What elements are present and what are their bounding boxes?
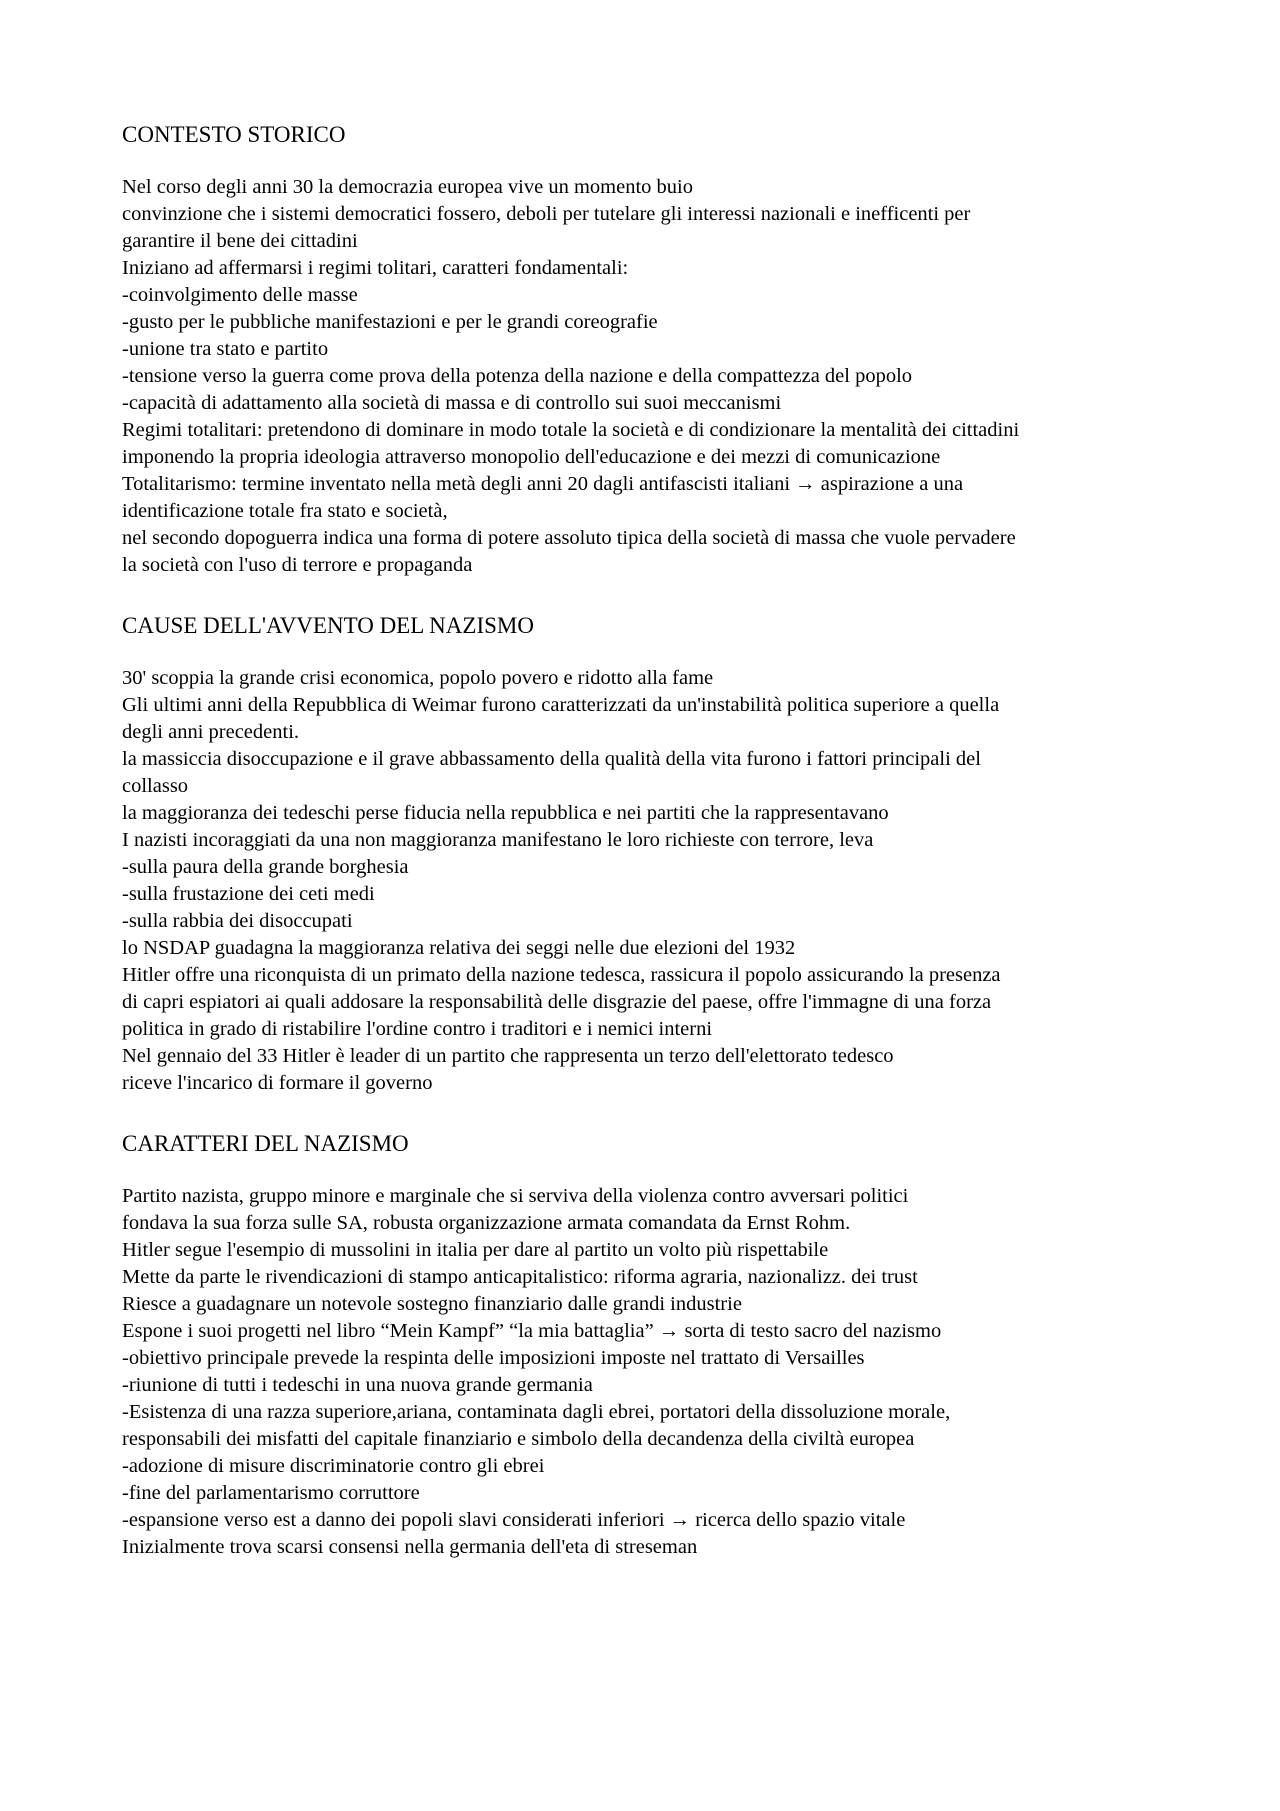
- text-line: garantire il bene dei cittadini: [122, 230, 358, 252]
- text-line: Mette da parte le rivendicazioni di stampo anticapitalistico: riforma agraria, nazionalizz. dei trust: [122, 1266, 918, 1288]
- text-line: Hitler offre una riconquista di un primato della nazione tedesca, rassicura il popolo assicurando la presenza: [122, 964, 1001, 986]
- text-line: la maggioranza dei tedeschi perse fiducia nella repubblica e nei partiti che la rappresentavano: [122, 802, 889, 824]
- text-line: Riesce a guadagnare un notevole sostegno finanziario dalle grandi industrie: [122, 1293, 742, 1315]
- text-line: lo NSDAP guadagna la maggioranza relativa dei seggi nelle due elezioni del 1932: [122, 937, 796, 959]
- text-line: I nazisti incoraggiati da una non maggioranza manifestano le loro richieste con terrore, leva: [122, 829, 874, 851]
- text-line: Totalitarismo: termine inventato nella metà degli anni 20 dagli antifascisti italiani → aspirazione a una: [122, 473, 964, 495]
- text-line: -coinvolgimento delle masse: [122, 284, 358, 306]
- text-line: 30' scoppia la grande crisi economica, popolo povero e ridotto alla fame: [122, 667, 714, 689]
- section-cause-avvento-nazismo: [122, 611, 1202, 1097]
- text-line: -espansione verso est a danno dei popoli slavi considerati inferiori → ricerca dello spazio vitale: [122, 1509, 906, 1531]
- section-body: [122, 174, 1202, 579]
- text-line: imponendo la propria ideologia attraverso monopolio dell'educazione e dei mezzi di comunicazione: [122, 446, 941, 468]
- text-line: -tensione verso la guerra come prova della potenza della nazione e della compattezza del popolo: [122, 365, 913, 387]
- document-page: [122, 120, 1202, 1593]
- text-line: convinzione che i sistemi democratici fossero, deboli per tutelare gli interessi nazionali e inefficenti per: [122, 203, 971, 225]
- text-line: degli anni precedenti.: [122, 721, 300, 743]
- text-line: Nel corso degli anni 30 la democrazia europea vive un momento buio: [122, 176, 693, 198]
- text-line: -capacità di adattamento alla società di massa e di controllo sui suoi meccanismi: [122, 392, 782, 414]
- text-line: collasso: [122, 775, 189, 797]
- text-line: Hitler segue l'esempio di mussolini in italia per dare al partito un volto più rispettabile: [122, 1239, 829, 1261]
- text-line: -adozione di misure discriminatorie contro gli ebrei: [122, 1455, 545, 1477]
- text-line: Regimi totalitari: pretendono di dominare in modo totale la società e di condizionare la mentalità dei cittadini: [122, 419, 1020, 441]
- text-line: la massiccia disoccupazione e il grave abbassamento della qualità della vita furono i fattori principali del: [122, 748, 981, 770]
- text-line: -gusto per le pubbliche manifestazioni e per le grandi coreografie: [122, 311, 658, 333]
- text-line: -sulla rabbia dei disoccupati: [122, 910, 353, 932]
- text-line: -unione tra stato e partito: [122, 338, 329, 360]
- text-line: responsabili dei misfatti del capitale finanziario e simbolo della decandenza della civiltà europea: [122, 1428, 915, 1450]
- text-line: di capri espiatori ai quali addosare la responsabilità delle disgrazie del paese, offre l'immagne di una forza: [122, 991, 992, 1013]
- text-line: -Esistenza di una razza superiore,ariana, contaminata dagli ebrei, portatori della dissoluzione morale,: [122, 1401, 951, 1423]
- text-line: Nel gennaio del 33 Hitler è leader di un partito che rappresenta un terzo dell'elettorato tedesco: [122, 1045, 894, 1067]
- section-title: CARATTERI DEL NAZISMO: [122, 1131, 409, 1156]
- section-body: [122, 1183, 1202, 1561]
- text-line: -sulla frustazione dei ceti medi: [122, 883, 375, 905]
- text-line: -fine del parlamentarismo corruttore: [122, 1482, 420, 1504]
- text-line: la società con l'uso di terrore e propaganda: [122, 554, 473, 576]
- text-line: Espone i suoi progetti nel libro “Mein Kampf” “la mia battaglia” → sorta di testo sacro del nazismo: [122, 1320, 942, 1342]
- text-line: fondava la sua forza sulle SA, robusta organizzazione armata comandata da Ernst Rohm.: [122, 1212, 851, 1234]
- text-line: Gli ultimi anni della Repubblica di Weimar furono caratterizzati da un'instabilità politica superiore a quella: [122, 694, 1000, 716]
- text-line: Inizialmente trova scarsi consensi nella germania dell'eta di streseman: [122, 1536, 698, 1558]
- text-line: -sulla paura della grande borghesia: [122, 856, 409, 878]
- text-line: -riunione di tutti i tedeschi in una nuova grande germania: [122, 1374, 593, 1396]
- text-line: nel secondo dopoguerra indica una forma di potere assoluto tipica della società di massa che vuole pervadere: [122, 527, 1016, 549]
- text-line: Iniziano ad affermarsi i regimi tolitari, caratteri fondamentali:: [122, 257, 629, 279]
- section-title: CONTESTO STORICO: [122, 122, 346, 147]
- text-line: politica in grado di ristabilire l'ordine contro i traditori e i nemici interni: [122, 1018, 713, 1040]
- section-caratteri-nazismo: [122, 1129, 1202, 1561]
- section-title: CAUSE DELL'AVVENTO DEL NAZISMO: [122, 613, 534, 638]
- section-contesto-storico: [122, 120, 1202, 579]
- text-line: riceve l'incarico di formare il governo: [122, 1072, 433, 1094]
- text-line: Partito nazista, gruppo minore e marginale che si serviva della violenza contro avversari politici: [122, 1185, 909, 1207]
- text-line: identificazione totale fra stato e società,: [122, 500, 448, 522]
- section-body: [122, 665, 1202, 1097]
- text-line: -obiettivo principale prevede la respinta delle imposizioni imposte nel trattato di Versailles: [122, 1347, 865, 1369]
